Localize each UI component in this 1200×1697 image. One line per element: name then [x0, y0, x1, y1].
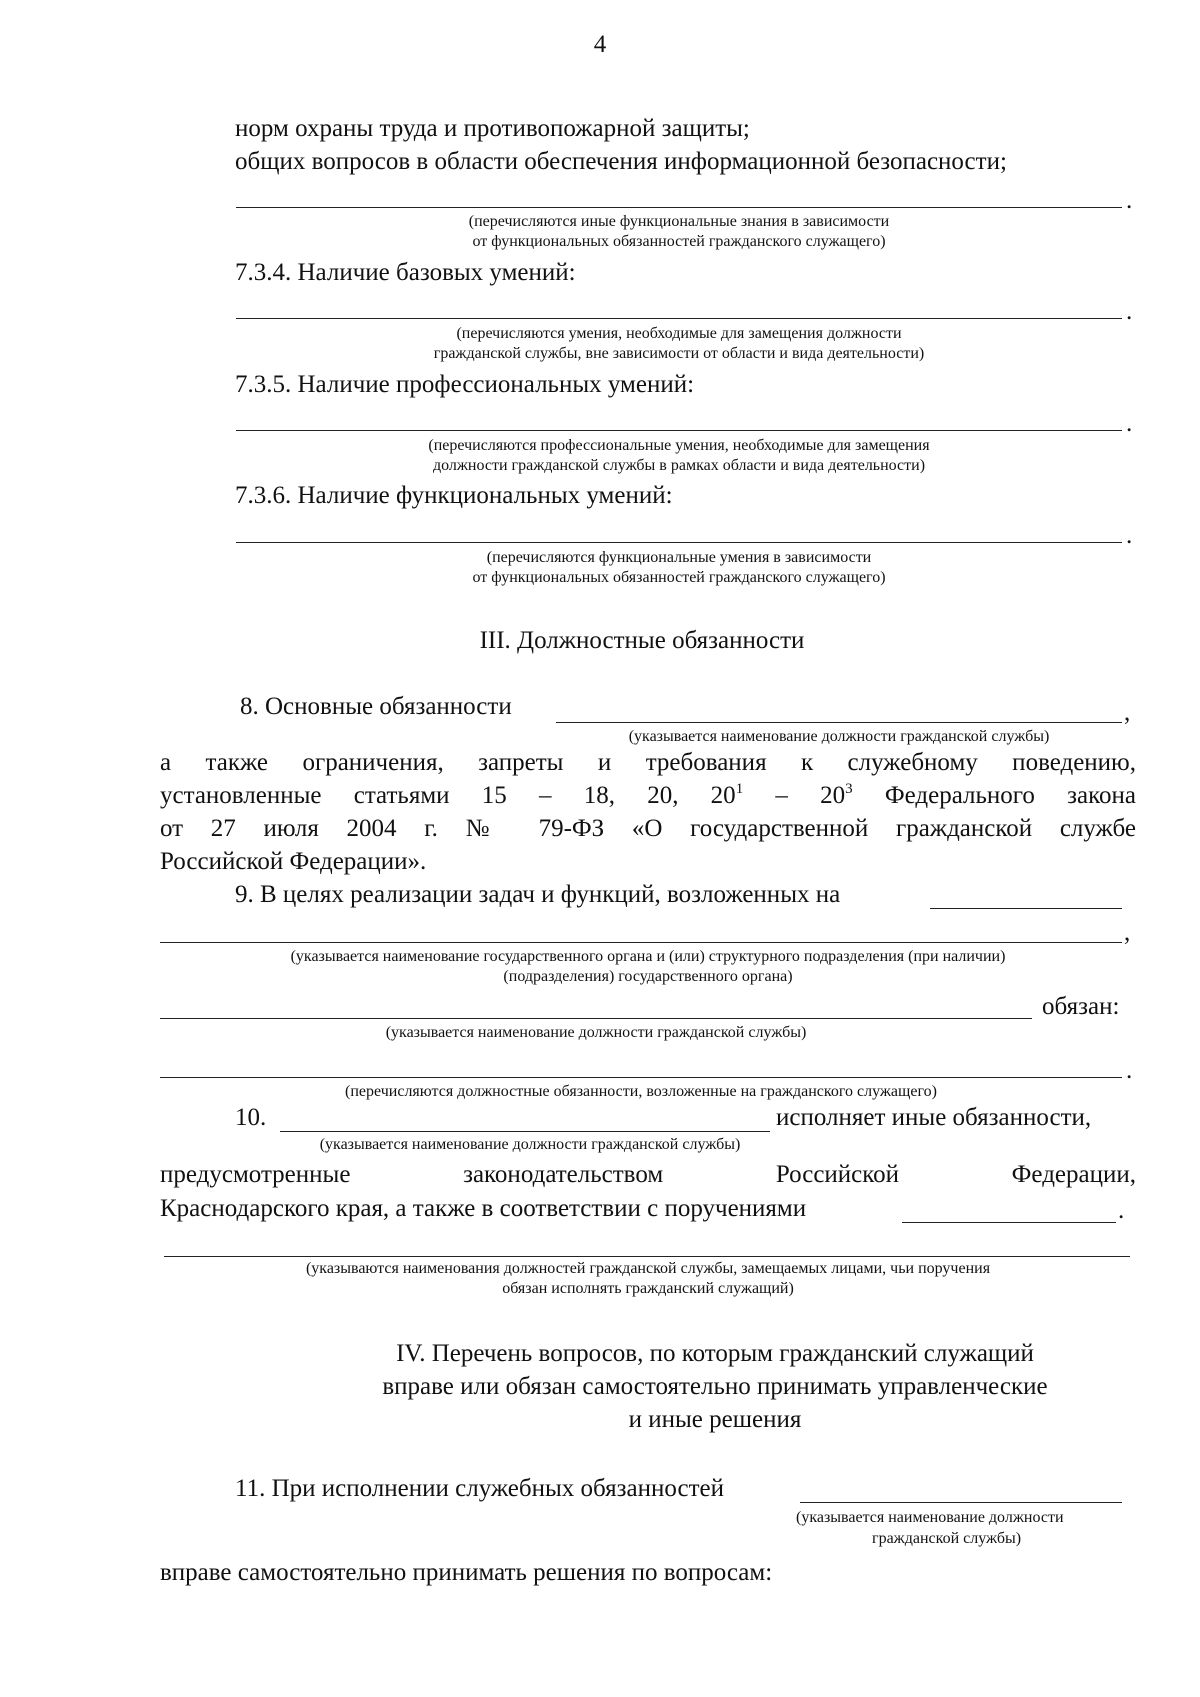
note-basic-skills-1: (перечисляются умения, необходимые для замещения должности	[456, 325, 902, 342]
item-10-number: 10.	[235, 1104, 267, 1131]
section-4-title-line-2: вправе или обязан самостоятельно принимать управленческие	[382, 1373, 1048, 1400]
section-4-title-line-1: IV. Перечень вопросов, по которым гражданский служащий	[396, 1340, 1034, 1367]
item-7-3-6: 7.3.6. Наличие функциональных умений:	[235, 482, 673, 509]
note-instructions-1: (указываются наименования должностей гражданской службы, замещаемых лицами, чьи поручения	[305, 1260, 991, 1277]
blank-line-position-10	[280, 1131, 770, 1132]
blank-line-duties	[160, 1077, 1122, 1078]
note-basic-skills-2: гражданской службы, вне зависимости от области и вида деятельности)	[433, 345, 925, 362]
item-8-text-line-1: а также ограничения, запреты и требования к служебному поведению,	[160, 749, 1136, 776]
blank-line-instructions-long	[164, 1256, 1130, 1257]
note-position-name-4-line-2: гражданской службы)	[872, 1530, 1022, 1547]
item-11-label: 11. При исполнении служебных обязанностей	[235, 1475, 724, 1502]
note-position-name: (указывается наименование должности гражданской службы)	[628, 728, 1050, 745]
note-state-body-2: (подразделения) государственного органа)	[503, 968, 793, 985]
item-8-text-line-3: от 27 июля 2004 г. № 79-ФЗ «О государственной гражданской службе	[160, 815, 1136, 842]
period-mark: .	[1126, 522, 1133, 549]
blank-line-item-9-short	[930, 908, 1122, 909]
item-8-text-line-2: установленные статьями 15 – 18, 20, $20^1 - 20^3$ Федерального закона	[160, 781, 1136, 809]
blank-line-functional-knowledge	[236, 207, 1122, 208]
note-position-name-3: (указывается наименование должности гражданской службы)	[319, 1136, 741, 1153]
period-mark: .	[1126, 410, 1133, 437]
blank-line-basic-skills	[236, 318, 1122, 319]
comma-mark: ,	[1124, 699, 1131, 726]
note-instructions-2: обязан исполнять гражданский служащий)	[502, 1280, 794, 1297]
note-professional-skills-2: должности гражданской службы в рамках области и вида деятельности)	[432, 457, 926, 474]
item-10-tail: исполняет иные обязанности,	[776, 1104, 1092, 1131]
item-10-line-2: предусмотренные законодательством Российской Федерации,	[160, 1161, 1136, 1188]
note-functional-knowledge-1: (перечисляются иные функциональные знания в зависимости	[468, 213, 890, 230]
blank-line-position-11	[800, 1502, 1122, 1503]
note-position-name-4-line-1: (указывается наименование должности	[796, 1509, 1064, 1526]
blank-line-professional-skills	[236, 430, 1122, 431]
blank-line-item-9-long	[160, 942, 1122, 943]
note-functional-skills-1: (перечисляются функциональные умения в зависимости	[486, 549, 872, 566]
section-3-title: III. Должностные обязанности	[479, 627, 805, 654]
period-mark: .	[1126, 1057, 1133, 1084]
obliged-label: обязан:	[1042, 993, 1120, 1020]
blank-line-functional-skills	[236, 542, 1122, 543]
knowledge-line-labor-safety: норм охраны труда и противопожарной защиты;	[235, 115, 750, 142]
item-11-tail: вправе самостоятельно принимать решения по вопросам:	[160, 1559, 773, 1586]
page-number: 4	[593, 31, 607, 58]
item-10-line-3: Краснодарского края, а также в соответствии с поручениями	[160, 1195, 807, 1222]
period-mark: .	[1126, 187, 1133, 214]
comma-mark: ,	[1124, 919, 1131, 946]
item-9-label: 9. В целях реализации задач и функций, возложенных на	[235, 881, 841, 908]
note-duties: (перечисляются должностные обязанности, возложенные на гражданского служащего)	[345, 1083, 937, 1100]
item-7-3-5: 7.3.5. Наличие профессиональных умений:	[235, 371, 695, 398]
knowledge-line-info-security: общих вопросов в области обеспечения информационной безопасности;	[235, 148, 1007, 175]
blank-line-instructions-short	[902, 1222, 1116, 1223]
item-8-label: 8. Основные обязанности	[240, 693, 512, 720]
period-mark: .	[1126, 298, 1133, 325]
blank-line-position-8	[556, 722, 1122, 723]
blank-line-position-9	[160, 1018, 1032, 1019]
period-mark: .	[1118, 1197, 1125, 1224]
note-professional-skills-1: (перечисляются профессиональные умения, необходимые для замещения	[428, 437, 930, 454]
item-8-text-line-4: Российской Федерации».	[160, 848, 427, 875]
note-state-body-1: (указывается наименование государственного органа и (или) структурного подразделения (при наличии)	[290, 948, 1006, 965]
note-functional-knowledge-2: от функциональных обязанностей гражданского служащего)	[472, 233, 886, 250]
note-functional-skills-2: от функциональных обязанностей гражданского служащего)	[472, 569, 886, 586]
note-position-name-2: (указывается наименование должности гражданской службы)	[385, 1024, 807, 1041]
section-4-title-line-3: и иные решения	[628, 1406, 802, 1433]
item-7-3-4: 7.3.4. Наличие базовых умений:	[235, 259, 576, 286]
